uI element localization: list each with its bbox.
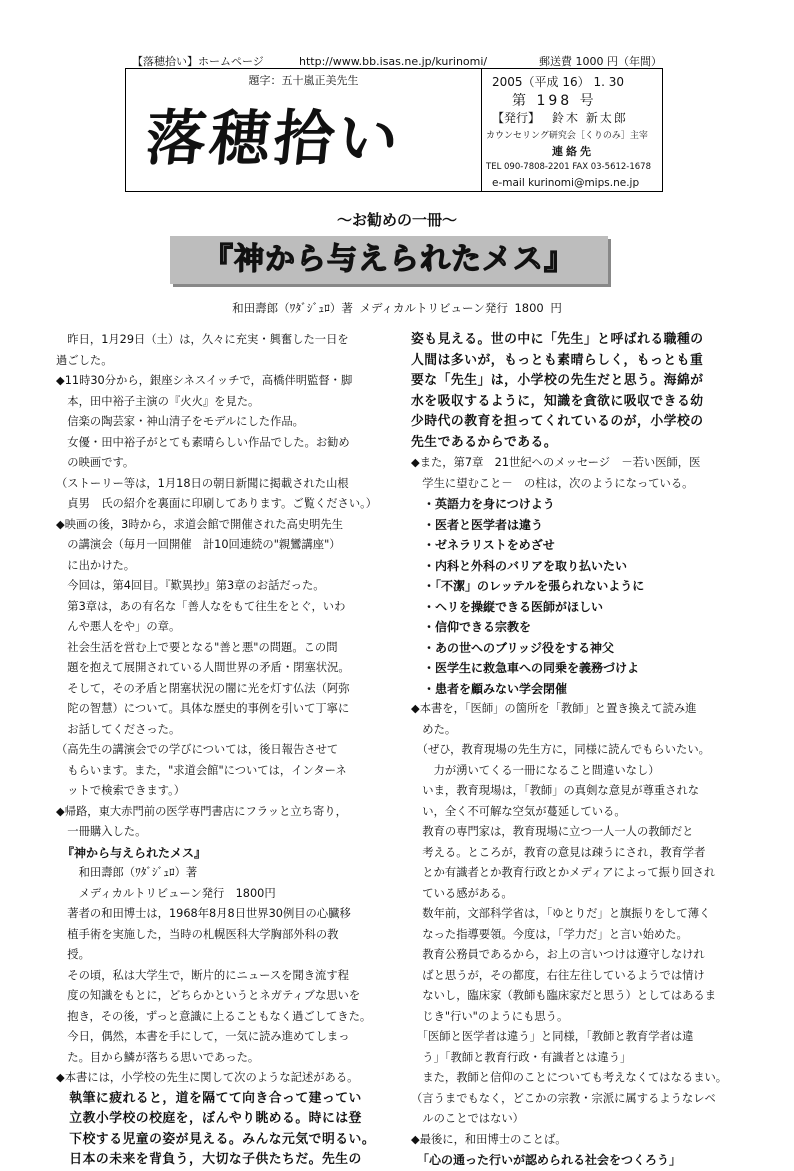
paragraph: 執筆に疲れると，道を隔てて向き合って建ってい 立教小学校の校庭を，ぼんやり眺める。時には登 下校する児童の姿が見える。みんな元気で明るい。 日本の未来を背負う，大切な子供たちだ。先生の [69,1090,376,1167]
paragraph: ◆本書を，「医師」の箇所を「教師」と置き換えて読み進 めた。 [411,702,697,736]
section-subtitle: ～お勧めの一冊～ [336,211,457,229]
paragraph: ・英語力を身につけよう ・医者と医学者は違う ・ゼネラリストをめざせ ・内科と外科のバリアを取り払いたい ・「不潔」のレッテルを張られないように ・ヘリを操縦できる医師がほしい ・信仰できる宗教を ・あの世へのブリッジ役をする神父 ・医学生に救急車への同乗を義務づけよ ・患者を顧みない学会閉催 [423,497,645,696]
homepage-label: 【落穂拾い】ホームページ [132,55,264,68]
paragraph: 教育公務員であるから，お上の言いつけは遵守しなけれ ばと思うが，その都度，右往左往しているようでは情け ないし，臨床家（教師も臨床家だと思う）としてはあるま じき"行い"のようにも思う。 [422,948,717,1023]
issue-date: 2005（平成 16） 1. 30 [492,75,624,89]
contact-label: 連絡先 [552,145,594,158]
homepage-url[interactable]: http://www.bb.isas.ne.jp/kurinomi/ [299,55,488,68]
organization: カウンセリング研究会［くりのみ］主宰 [486,131,648,141]
paragraph: 数年前，文部科学省は，「ゆとりだ」と旗振りをして薄く なった指導要領。今度は，「学力だ」と言い始めた。 [422,907,711,941]
masthead-title-box [126,69,482,191]
postage-fee: 郵送費 1000 円（年間） [539,55,662,68]
calligrapher-credit: 題字：五十嵐正美先生 [248,74,359,87]
paragraph: ◆また，第7章 21世紀へのメッセージ －若い医師，医 学生に望むこと－ の柱は，次のようになっている。 [411,456,701,490]
publisher [492,109,628,126]
paragraph: ◆本書には，小学校の先生に関して次のような記述がある。 [56,1071,359,1084]
book-title-banner: 『神から与えられたメス』 [170,236,608,284]
top-info-line [132,55,662,69]
email-address[interactable]: e-mail kurinomi@mips.ne.jp [492,177,640,189]
book-info-line: 和田壽郎（ﾜﾀﾞｼﾞｭﾛ）著 メディカルトリビューン発行 1800 円 [232,301,562,315]
paragraph: 「心の通った行いが認められる社会をつくろう」 [411,1153,682,1167]
paragraph: ◆11時30分から，銀座シネスイッチで，高橋伴明監督・脚 本，田中裕子主演の『火火』を見た。 [56,374,353,408]
paragraph: ◆映画の後，3時から，求道会館で開催された高史明先生 の講演会（毎月一回開催 計10回連続の"親鸞講座"） に出かけた。 [56,517,344,572]
masthead [125,68,663,192]
paragraph: 昨日，1月29日（土）は，久々に充実・興奮した一日を 過ごした。 [56,333,349,367]
paragraph: 今回は，第4回目。『歎異抄』第3章のお話だった。 第3章は，あの有名な「善人なをもて往生をとぐ，いわ んや悪人をや」の章。 [67,579,346,633]
paragraph: （ぜひ，教育現場の先生方に，同様に読んでもらいたい。 力が湧いてくる一冊になること間違いなし） [422,743,710,777]
right-column [411,330,749,1171]
paragraph: 『神から与えられたメス』 [56,845,207,860]
paragraph: ◆帰路，東大赤門前の医学専門書店にフラッと立ち寄り， 一冊購入した。 [56,804,347,838]
paragraph: 信楽の陶芸家・神山清子をモデルにした作品。 女優・田中裕子がとても素晴らしい作品でした。お勧め の映画です。 [67,415,350,469]
paragraph: また，教師と信仰のことについても考えなくてはなるまい。 （言うまでもなく，どこかの宗教・宗派に属するようなレベ ルのことではない） [411,1071,728,1125]
paragraph: ◆最後に，和田博士のことば。 [411,1132,567,1146]
paragraph: 「医師と医学者は違う」と同様，「教師と教育学者は違 う」「教師と教育行政・有識者とは違う」 [422,1030,694,1064]
paragraph: （ストーリー等は，1月18日の朝日新聞に掲載された山根 貞男 氏の紹介を裏面に印刷してあります。ご覧ください。） [56,476,378,510]
publisher-name: 鈴木 新太郎 [552,111,628,125]
paragraph: 姿も見える。世の中に「先生」と呼ばれる職種の 人間は多いが，もっとも素晴らしく，もっとも重 要な「先生」は，小学校の先生だと思う。海綿が 水を吸収するように，知識を貪欲に吸収できる幼 少時代の教育を担ってくれているのが，小学校の 先生であるからである。 [411,332,704,450]
issue-number: 第 198 号 [512,93,597,109]
publisher-label: 【発行】 [492,111,541,125]
masthead-info-box [482,69,662,191]
paragraph: 和田壽郎（ﾜﾀﾞｼﾞｭﾛ）著 メディカルトリビューン発行 1800円 [78,866,276,900]
paragraph: （高先生の講演会での学びについては，後日報告させて もらいます。また，"求道会館"については，インターネ ットで検索できます。） [56,743,347,797]
paragraph: いま，教育現場は，「教師」の真剣な意見が尊重されな い，全く不可解な空気が蔓延している。 [422,784,700,818]
newsletter-logo: 落穂拾い [142,104,406,174]
paragraph: その頃，私は大学生で，断片的にニュースを聞き流す程 度の知識をもとに，どちらかというとネガティブな思いを 抱き，その後，ずっと意識に上ることもなく過ごしてきた。 今日，偶然，本書を手にして，一気に読み進めてしまっ た。目から鱗が落ちる思いであった。 [67,968,372,1064]
phone-fax: TEL 090-7808-2201 FAX 03-5612-1678 [486,162,651,172]
paragraph: 教育の専門家は，教育現場に立つ一人一人の教師だと 考える。ところが，教育の意見は疎うにされ，教育学者 とか有識者とか教育行政とかメディアによって振り回され ている感がある。 [422,825,716,900]
paragraph: 著者の和田博士は，1968年8月8日世界30例目の心臓移 植手術を実施した，当時の札幌医科大学胸部外科の教 授。 [67,907,351,961]
paragraph: 社会生活を営む上で要となる"善と悪"の問題。この問 題を抱えて展開されている人間世界の矛盾・閉塞状況。 そして，その矛盾と閉塞状況の闇に光を灯す仏法（阿弥 陀の智慧）について。具体な歴史的事例を引いて丁寧に お話してくださった。 [67,640,350,736]
left-column [56,330,394,1171]
